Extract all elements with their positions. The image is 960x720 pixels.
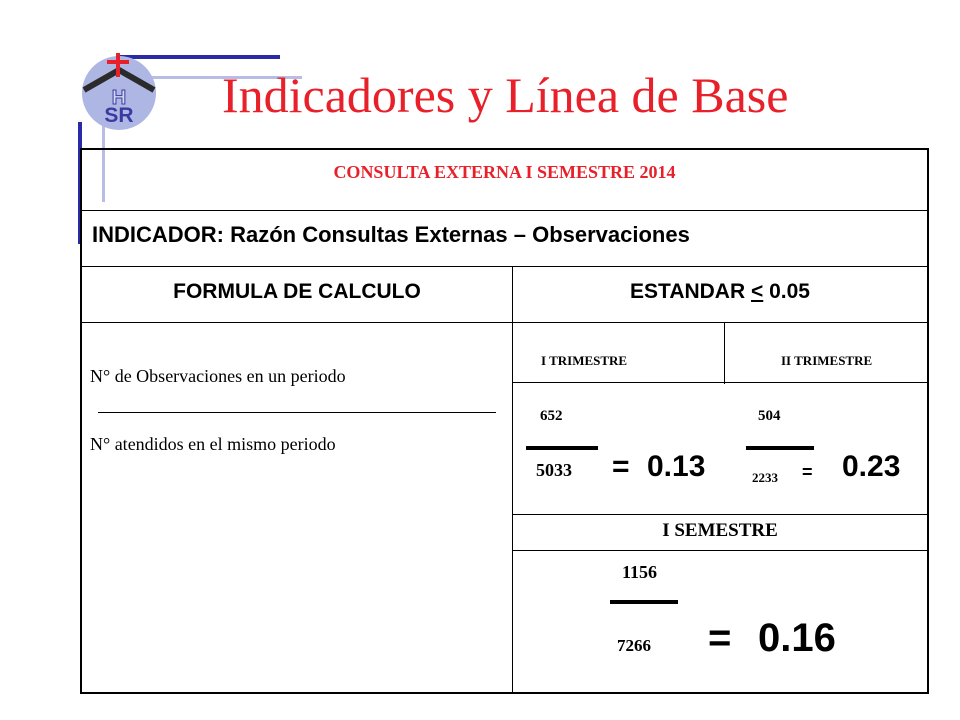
formula-heading: FORMULA DE CALCULO — [173, 280, 421, 303]
semester-result: 0.16 — [758, 616, 836, 660]
q2-result: 0.23 — [842, 450, 901, 483]
svg-text:H: H — [111, 87, 127, 109]
indicator-label: INDICADOR: Razón Consultas Externas – Observaciones — [92, 222, 690, 247]
q1-denominator: 5033 — [536, 460, 572, 480]
q2-label: II TRIMESTRE — [781, 353, 873, 368]
formula-numerator: N° de Observaciones en un periodo — [90, 366, 346, 386]
hsr-logo — [78, 50, 160, 132]
q2-fraction-bar — [746, 446, 814, 450]
q1-fraction-bar — [526, 446, 598, 450]
semester-equals: = — [708, 616, 732, 660]
q2-equals: = — [802, 462, 813, 482]
q1-numerator: 652 — [540, 408, 563, 424]
column-divider — [512, 266, 513, 694]
row-divider-1 — [82, 210, 927, 211]
svg-text:SR: SR — [104, 104, 134, 127]
q1-equals: = — [612, 450, 630, 483]
quarter-divider — [724, 322, 725, 384]
semester-denominator: 7266 — [617, 636, 651, 655]
semester-numerator: 1156 — [622, 562, 658, 582]
table-header: CONSULTA EXTERNA I SEMESTRE 2014 — [333, 162, 676, 182]
standard-heading-prefix: ESTANDAR — [630, 280, 751, 303]
q2-numerator: 504 — [758, 408, 781, 424]
semester-divider-top — [513, 514, 927, 515]
semester-fraction-bar — [610, 600, 678, 604]
row-divider-3 — [82, 322, 927, 323]
standard-heading — [513, 280, 927, 304]
semester-divider-bottom — [513, 550, 927, 551]
standard-operator: < — [750, 280, 764, 303]
q1-label: I TRIMESTRE — [541, 353, 628, 368]
row-divider-2 — [82, 266, 927, 267]
formula-denominator: N° atendidos en el mismo periodo — [90, 434, 336, 454]
q2-denominator: 2233 — [752, 470, 778, 485]
quarter-label-divider — [513, 382, 927, 383]
page-title: Indicadores y Línea de Base — [222, 67, 789, 123]
semester-label: I SEMESTRE — [662, 520, 778, 541]
standard-value: 0.05 — [763, 280, 810, 303]
indicator-table — [80, 148, 929, 694]
formula-fraction-bar — [98, 412, 496, 413]
q1-result: 0.13 — [647, 450, 706, 483]
